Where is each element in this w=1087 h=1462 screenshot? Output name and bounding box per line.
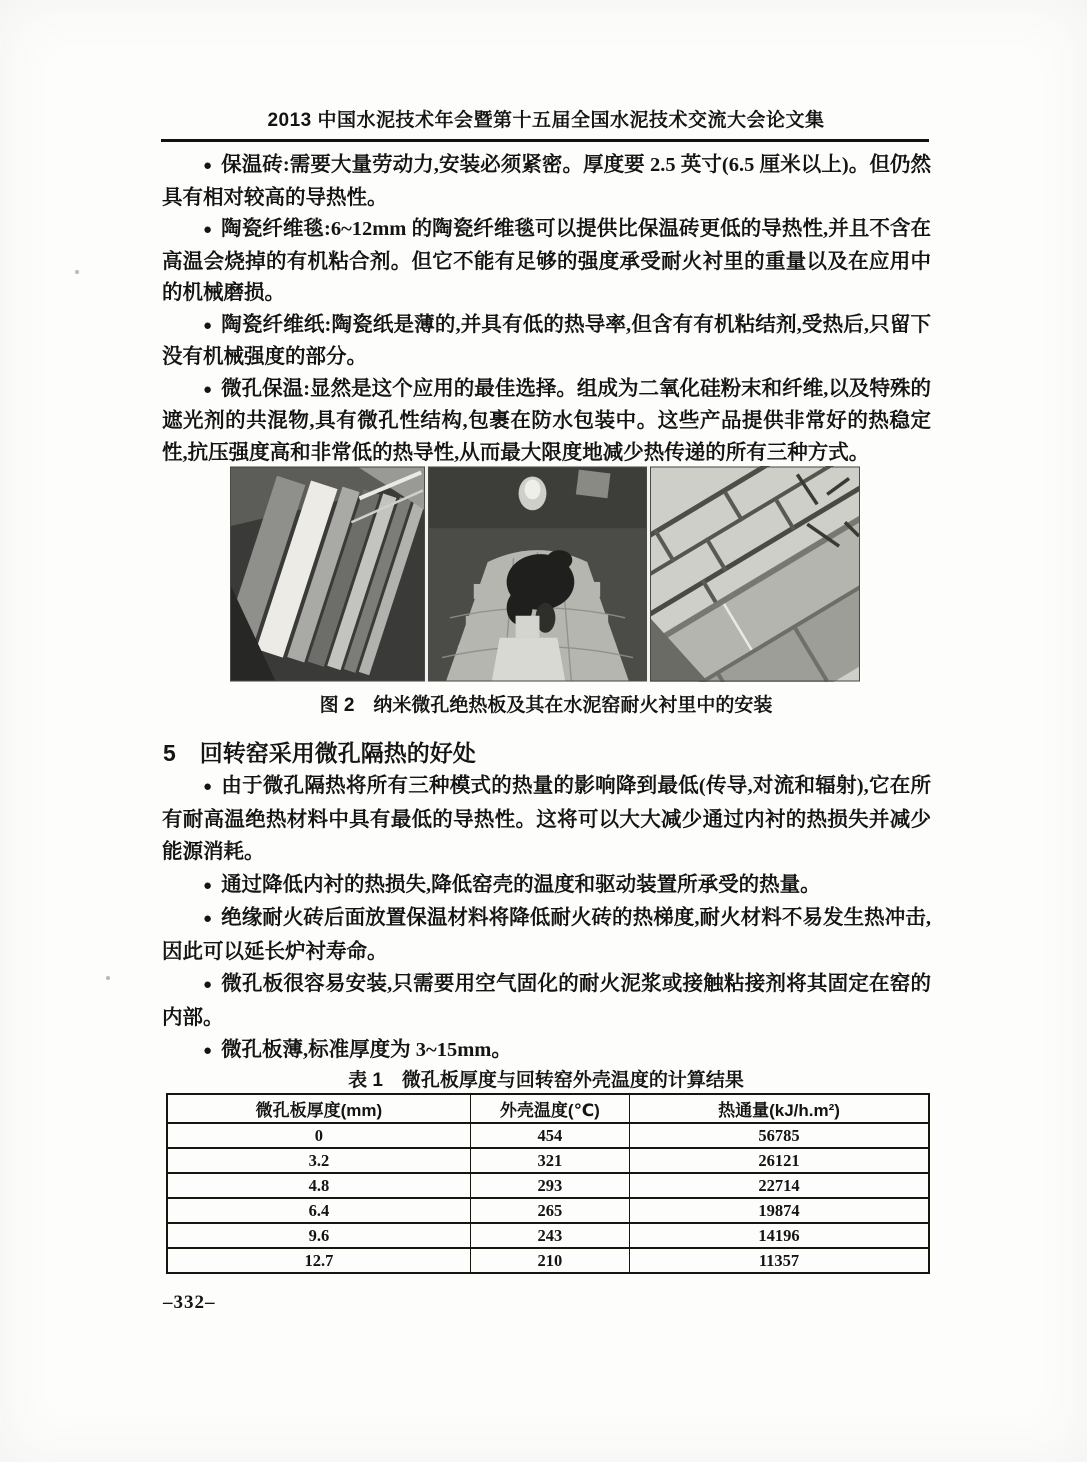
column-header-heat-flux: 热通量(kJ/h.m²) xyxy=(630,1094,929,1123)
section-title: 回转窑采用微孔隔热的好处 xyxy=(199,740,476,766)
paragraph-text: 由于微孔隔热将所有三种模式的热量的影响降到最低(传导,对流和辐射),它在所有耐高温绝热材料中具有最低的导热性。这将可以大大减少通过内衬的热损失并减少能源消耗。 xyxy=(162,775,931,863)
photo-kiln-refractory-brick-lining xyxy=(650,466,860,682)
cell-heat-flux: 11357 xyxy=(630,1248,929,1273)
paragraph-text: 微孔保温:显然是这个应用的最佳选择。组成为二氧化硅粉末和纤维,以及特殊的遮光剂的共混物,具有微孔性结构,包裹在防水包装中。这些产品提供非常好的热稳定性,抗压强度高和非常低的热导性,从而最大限度地减少热传递的所有三种方式。 xyxy=(162,377,931,464)
cell-temperature: 265 xyxy=(470,1198,629,1223)
paragraph-text: 陶瓷纤维纸:陶瓷纸是薄的,并具有低的热导率,但含有有机粘结剂,受热后,只留下没有机械强度的部分。 xyxy=(162,313,931,368)
bullet-paragraph-insulating-brick xyxy=(162,150,931,214)
bullet-icon: ● xyxy=(203,222,213,238)
cell-temperature: 243 xyxy=(470,1223,629,1248)
page-number: –332– xyxy=(163,1292,216,1313)
bullet-paragraph-shell-temperature xyxy=(162,869,931,903)
table-row xyxy=(167,1223,929,1248)
column-header-shell-temperature: 外壳温度(℃) xyxy=(470,1094,629,1123)
materials-bullet-list xyxy=(162,150,931,469)
photo-microporous-insulation-boards xyxy=(230,466,425,682)
bullet-paragraph-ceramic-fiber-paper xyxy=(162,310,931,374)
table-row xyxy=(167,1173,929,1198)
table-1-microporous-panel-results xyxy=(166,1093,930,1274)
bullet-icon: ● xyxy=(203,158,213,174)
cell-thickness: 3.2 xyxy=(167,1148,470,1173)
bullet-icon: ● xyxy=(203,877,213,894)
bullet-paragraph-easy-installation xyxy=(162,968,931,1034)
paragraph-text: 绝缘耐火砖后面放置保温材料将降低耐火砖的热梯度,耐火材料不易发生热冲击,因此可以延长炉衬寿命。 xyxy=(162,907,931,963)
bullet-icon: ● xyxy=(203,779,213,795)
bullet-icon: ● xyxy=(203,1043,213,1059)
cell-thickness: 0 xyxy=(167,1123,470,1148)
paragraph-text: 微孔板薄,标准厚度为 3~15mm。 xyxy=(221,1039,512,1061)
section-number: 5 xyxy=(163,740,176,766)
column-header-panel-thickness: 微孔板厚度(mm) xyxy=(167,1094,470,1123)
bullet-paragraph-microporous-insulation xyxy=(162,374,931,470)
proceedings-header-title: 2013 中国水泥技术年会暨第十五届全国水泥技术交流大会论文集 xyxy=(267,110,825,131)
cell-heat-flux: 56785 xyxy=(630,1123,929,1148)
scan-speck xyxy=(75,270,79,274)
bullet-paragraph-lowest-conductivity xyxy=(162,770,931,869)
cell-heat-flux: 22714 xyxy=(630,1173,929,1198)
bullet-paragraph-thin-panels xyxy=(162,1034,931,1068)
cell-thickness: 9.6 xyxy=(167,1223,470,1248)
table-row xyxy=(167,1198,929,1223)
bullet-icon: ● xyxy=(203,911,213,927)
cell-heat-flux: 14196 xyxy=(630,1223,929,1248)
paragraph-text: 微孔板很容易安装,只需要用空气固化的耐火泥浆或接触粘接剂将其固定在窑的内部。 xyxy=(162,973,931,1029)
bullet-paragraph-ceramic-fiber-blanket xyxy=(162,214,931,310)
table-row xyxy=(167,1123,929,1148)
cell-temperature: 293 xyxy=(470,1173,629,1198)
cell-temperature: 454 xyxy=(470,1123,629,1148)
bullet-icon: ● xyxy=(203,977,213,993)
bullet-icon: ● xyxy=(203,381,213,398)
cell-temperature: 210 xyxy=(470,1248,629,1273)
cell-thickness: 4.8 xyxy=(167,1173,470,1198)
cell-temperature: 321 xyxy=(470,1148,629,1173)
paragraph-text: 保温砖:需要大量劳动力,安装必须紧密。厚度要 2.5 英寸(6.5 厘米以上)。但仍然具有相对较高的导热性。 xyxy=(162,154,931,209)
figure-2-caption: 图 2 纳米微孔绝热板及其在水泥窑耐火衬里中的安装 xyxy=(319,695,773,716)
header-rule xyxy=(161,139,929,142)
paragraph-text: 通过降低内衬的热损失,降低窑壳的温度和驱动装置所承受的热量。 xyxy=(221,873,821,896)
section-5-heading xyxy=(163,735,931,768)
paragraph-text: 陶瓷纤维毯:6~12mm 的陶瓷纤维毯可以提供比保温砖更低的导热性,并且不含在高温会烧掉的有机粘合剂。但它不能有足够的强度承受耐火衬里的重量以及在应用中的机械磨损。 xyxy=(162,218,931,304)
table-row xyxy=(167,1248,929,1273)
cell-heat-flux: 19874 xyxy=(630,1198,929,1223)
figure-2-photo-strip xyxy=(230,466,860,682)
cell-thickness: 12.7 xyxy=(167,1248,470,1273)
cell-heat-flux: 26121 xyxy=(630,1148,929,1173)
table-1-title: 表 1 微孔板厚度与回转窑外壳温度的计算结果 xyxy=(348,1070,744,1091)
bullet-paragraph-thermal-gradient xyxy=(162,902,931,968)
bullet-icon: ● xyxy=(203,317,213,334)
photo-kiln-interior-lining-installation xyxy=(428,466,647,682)
benefits-bullet-list xyxy=(162,770,931,1068)
cell-thickness: 6.4 xyxy=(167,1198,470,1223)
table-header-row xyxy=(167,1094,929,1123)
table-row xyxy=(167,1148,929,1173)
scan-speck xyxy=(106,976,110,980)
